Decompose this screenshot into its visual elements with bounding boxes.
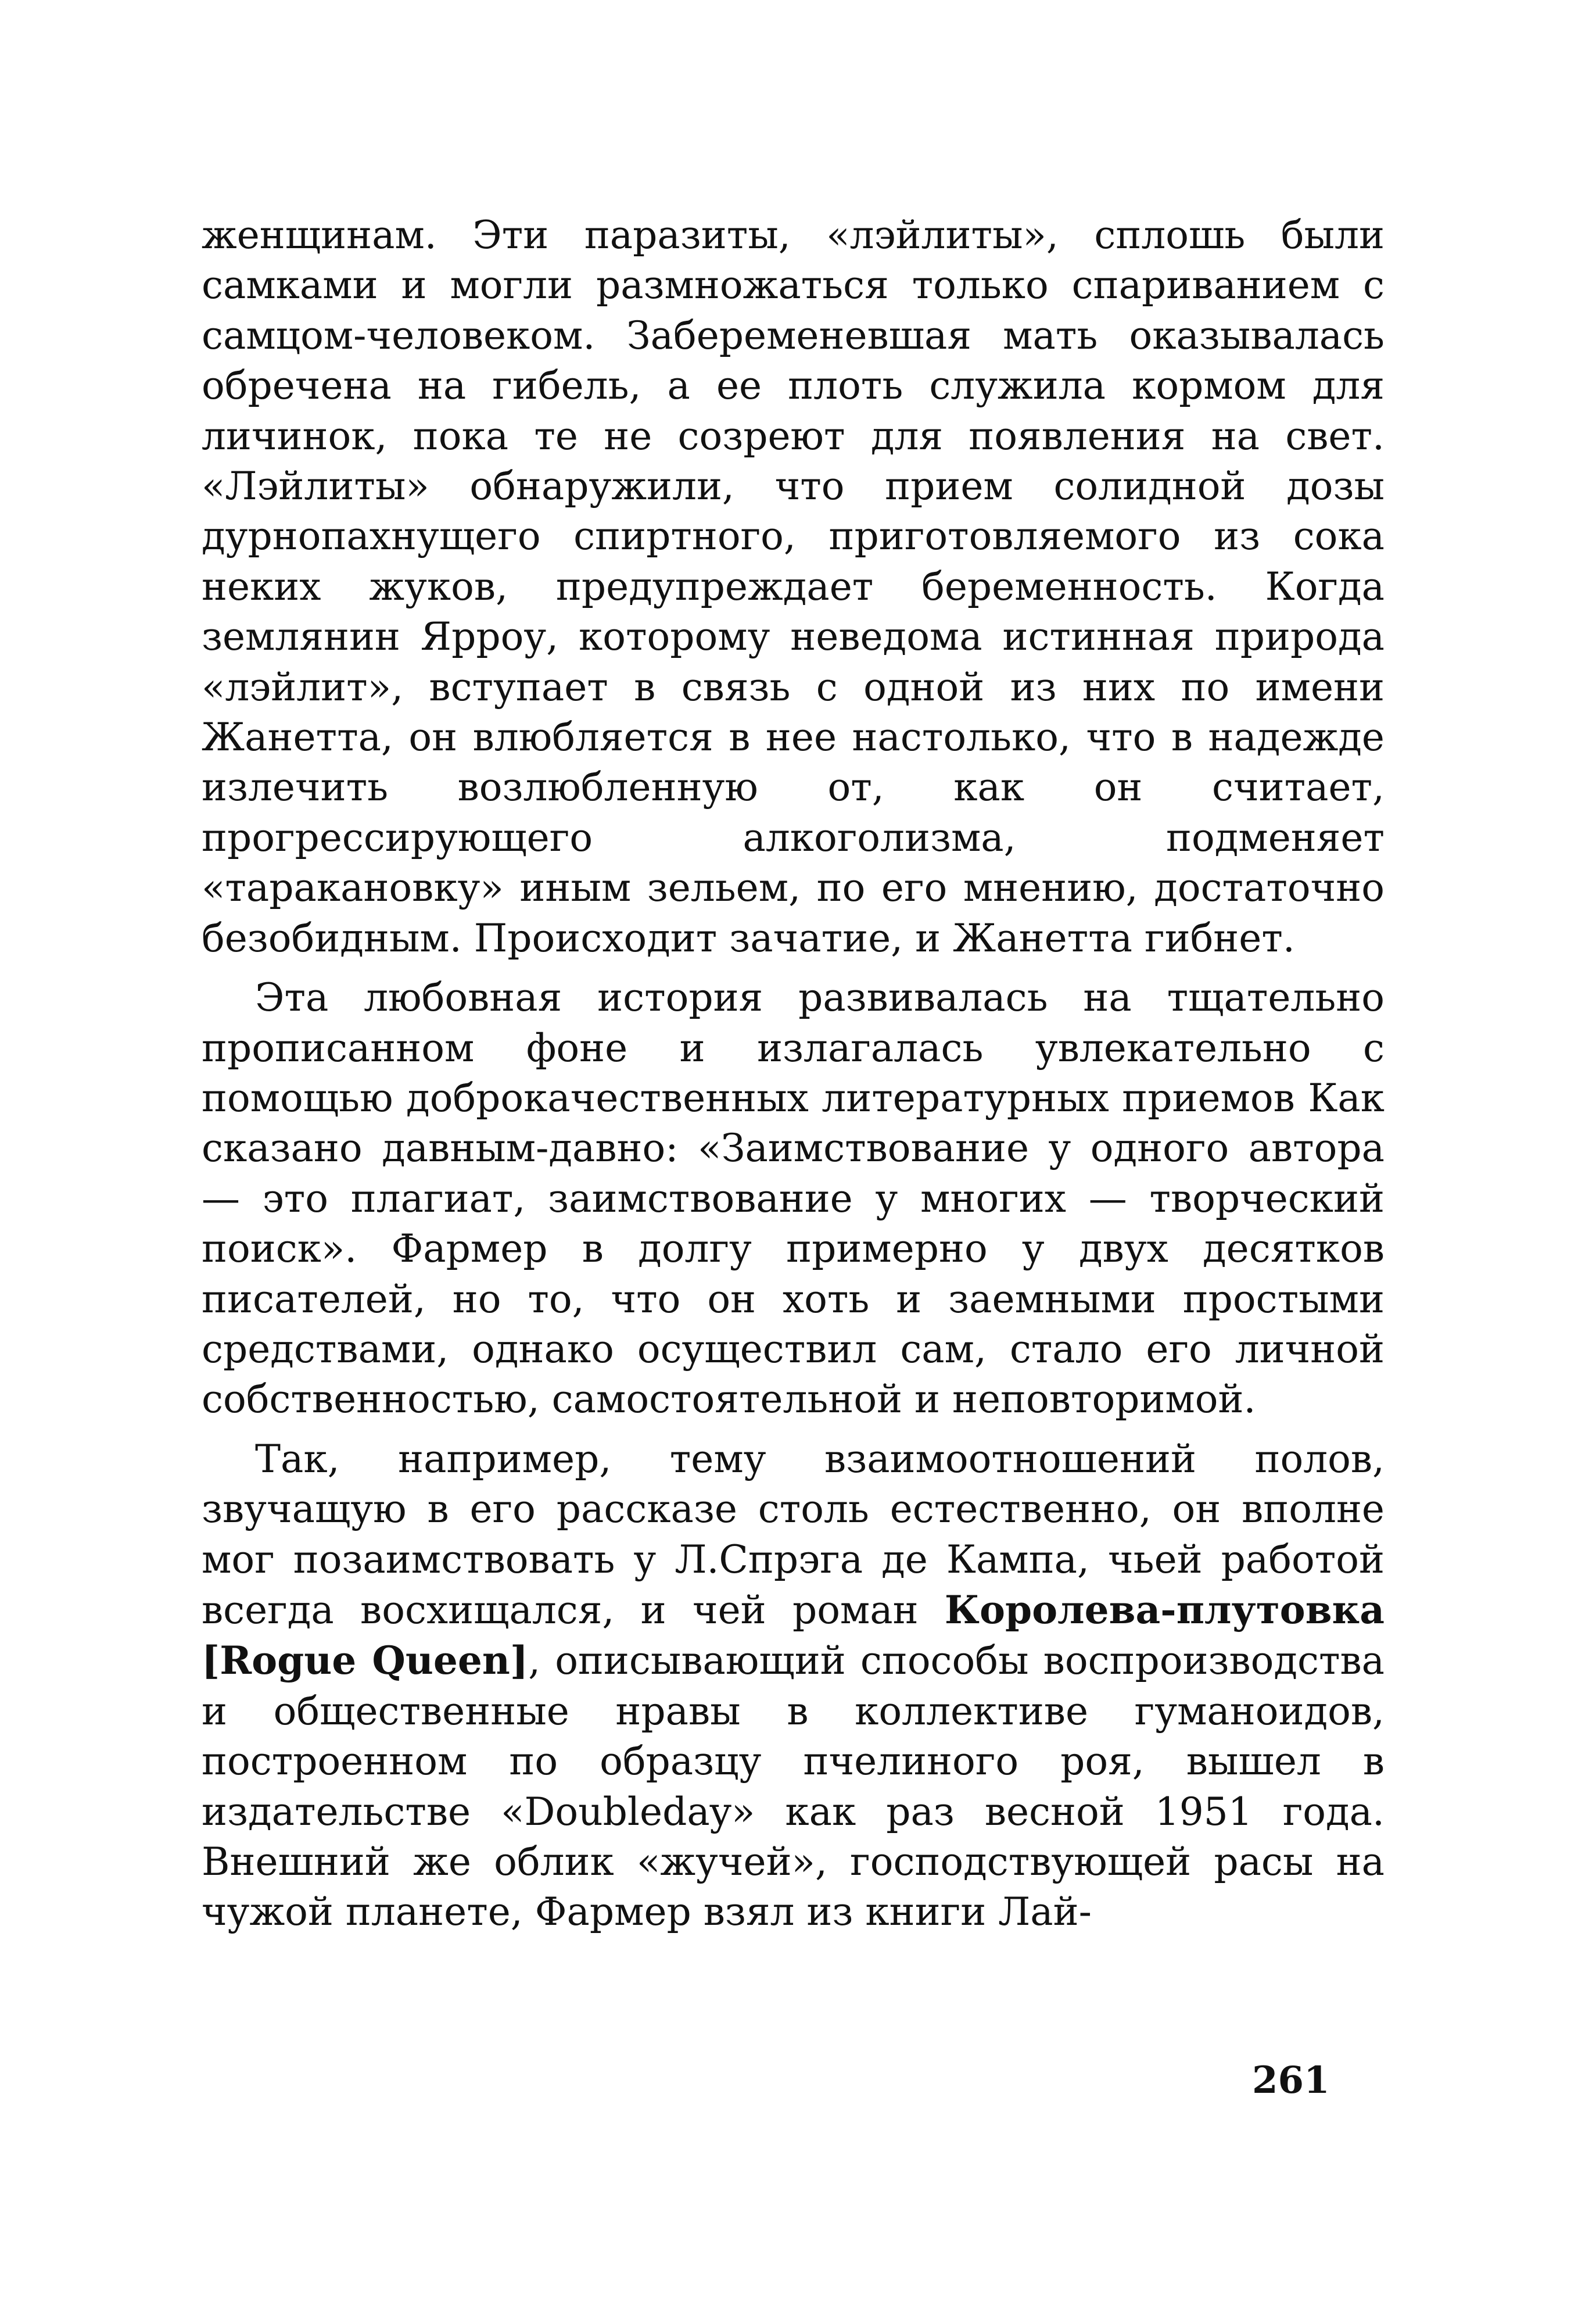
paragraph-1: женщинам. Эти паразиты, «лэйлиты», сплошь были самками и могли размножаться только спариванием с самцом-человеком. Забеременевшая мать оказывалась обречена на гибель, а ее плоть служила кормом для личинок, пока те не созреют для появления на свет. «Лэйлиты» обнаружили, что прием солидной дозы дурнопахнущего спиртного, приготовляемого из сока некиx жуков, предупреждает беременность. Когда землянин Ярроу, которому неведома истинная природа «лэйлит», вступает в связь с одной из них по имени Жанетта, он влюбляется в нее настолько, что в надежде излечить возлюбленную от, как он считает, прогрессирующего алкоголизма, подменяет «таракановку» иным зельем, по его мнению, достаточно безобидным. Происходит зачатие, и Жанетта гибнет. <box>202 213 1385 961</box>
paragraph-2: Эта любовная история развивалась на тщательно прописанном фоне и излагалась увлекательно с помощью доброкачественных литературных приемов Как сказано давным-давно: «Заимствование у одного автора — это плагиат, заимствование у многих — творческий поиск». Фармер в долгу примерно у двух десятков писателей, но то, что он хоть и заемными простыми средствами, однако осуществил сам, стало его личной собственностью, самостоятельной и неповторимой. <box>202 975 1385 1422</box>
body-text <box>202 210 1385 1947</box>
paragraph-3-text-after-title: , описывающий способы воспроизводства и общественные нравы в коллективе гуманоидов, построенном по образцу пчелиного роя, вышел в издательстве «Doubleday» как раз весной 1951 года. Внешний же облик «жучей», господствующей расы на чужой планете, Фармер взял из книги Лай- <box>202 1638 1385 1935</box>
page-number: 261 <box>1252 2059 1330 2102</box>
paragraph-3 <box>202 1434 1385 1938</box>
paragraph-3-text-before-title: Так, например, тему взаимоотношений полов, звучащую в его рассказе столь естественно, он вполне мог позаимствовать у Л.Спрэга де Кампа, чьей работой всегда восхищался, и чей роман <box>202 1436 1385 1633</box>
book-title: Королева-плутовка [Rogue Queen] <box>202 1587 1385 1684</box>
